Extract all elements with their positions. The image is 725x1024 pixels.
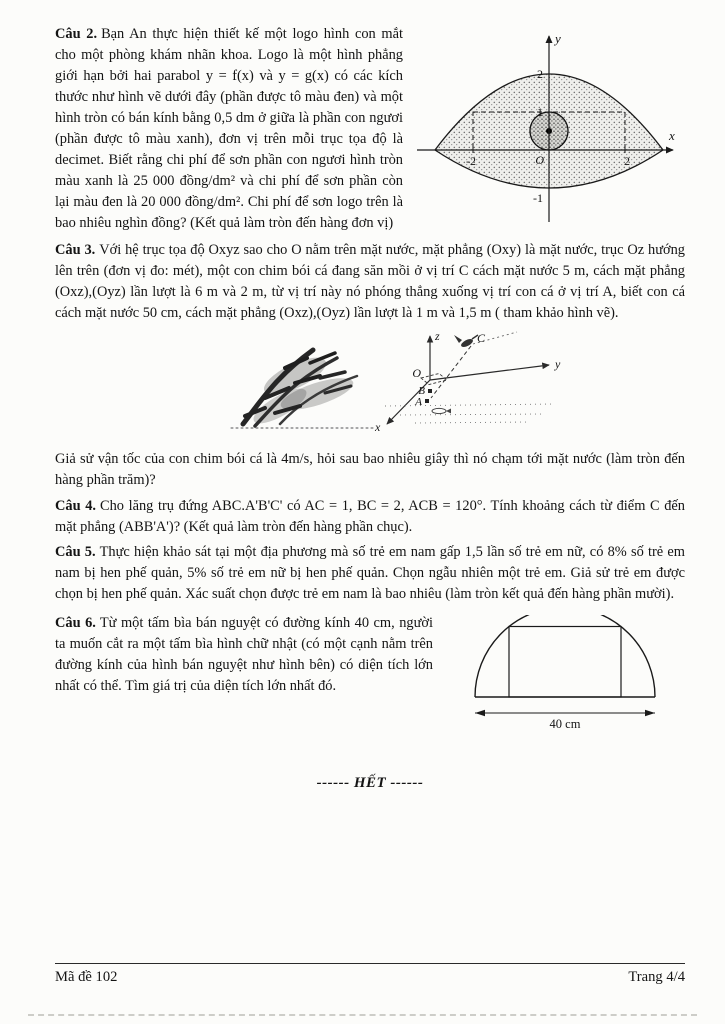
space-origin-label: O [412,366,421,381]
eye-x-label: x [669,128,675,143]
semicircle-arc [475,615,655,697]
eye-y-label: y [555,31,561,46]
question-3-label: Câu 3. [55,242,96,259]
eye-tick-1y: 1 [537,105,543,119]
question-3 [55,240,685,491]
page-footer [55,963,685,986]
question-2-label: Câu 2. [55,26,98,42]
point-a-marker [425,399,429,403]
scan-artifact-line [28,1014,697,1016]
bamboo-sketch [231,350,375,430]
space-x-label: x [375,420,381,435]
inscribed-rectangle [509,626,621,697]
figure-kingfisher-axes [225,328,585,445]
kingfisher-svg [225,328,585,440]
question-5-text: Thực hiện khảo sát tại một địa phương mà số trẻ em nam gấp 1,5 lần số trẻ em nữ, có 8% số trẻ em nam bị hen phế quản, 5% số trẻ em nữ bị hen phế quản. Chọn ngẫu nhiên một trẻ em. Giả sử trẻ em được chọn bị hen phế quản. Xác suất chọn được trẻ em nam là bao nhiêu (làm tròn kết quả đến hàng phần mười). [55,543,685,602]
figure-eye-logo [413,26,685,226]
eye-tick-2y: 2 [537,67,543,81]
dimension-label: 40 cm [549,716,581,731]
fish [432,409,451,414]
point-b-marker [428,389,432,393]
page-number: Trang 4/4 [628,969,685,985]
space-c-label: C [477,331,486,346]
kingfisher-bird [454,335,478,349]
exam-code: Mã đề 102 [55,969,118,985]
question-5-paragraph [55,542,685,605]
end-mark: ------ HẾT ------ [316,774,424,791]
question-6-text: Từ một tấm bìa bán nguyệt có đường kính 40 cm, người ta muốn cắt ra một tấm bìa hình chữ nhật (có một cạnh nằm trên đường kính của hình bán nguyệt như hình bên) có diện tích lớn nhất có thể. Tìm giá trị của diện tích lớn nhất đó. [55,614,434,694]
question-6-label: Câu 6. [55,614,96,631]
dive-path [431,346,471,398]
eye-tick-m1y: -1 [533,191,543,205]
question-2-text: Bạn An thực hiện thiết kế một logo hình con mắt cho một phòng khám nhãn khoa. Logo là một hình phẳng giới hạn bởi hai parabol y = f(x) và y = g(x) có các kích thước như hình vẽ dưới đây (phần được tô màu đen) và một hình tròn có bán kính bằng 0,5 dm ở giữa là phần con ngươi (phần được tô màu xanh), đơn vị trên mỗi trục tọa độ là decimet. Biết rằng chi phí để sơn phần con ngươi hình tròn màu xanh là 25 000 đồng/dm² và chi phí để sơn phần còn lại màu đen là 20 000 đồng/dm². Chi phí để sơn logo trên là bao nhiêu nghìn đồng? (Kết quả làm tròn đến hàng đơn vị) [55,26,403,232]
dimension-arrow-left [475,709,485,715]
question-4-label: Câu 4. [55,497,96,514]
question-3-followup: Giả sử vận tốc của con chim bói cá là 4m/s, hỏi sau bao nhiêu giây thì nó chạm tới mặt nước (làm tròn đến hàng phần trăm)? [55,451,685,489]
eye-tick-2x: 2 [624,154,630,168]
figure-semicircle [445,615,685,733]
space-a-label: A [415,396,422,409]
eye-logo-svg [413,26,685,226]
question-4-text: Cho lăng trụ đứng ABC.A'B'C' có AC = 1, BC = 2, ACB = 120°. Tính khoảng cách từ điểm C đến mặt phẳng (ABB'A')? (Kết quả làm tròn đến hàng phần chục). [55,497,685,535]
eye-origin-label: O [535,153,544,167]
eye-tick-m2x: -2 [466,154,476,168]
dimension-arrow-right [645,709,655,715]
question-6 [55,613,685,735]
semicircle-svg [460,615,670,733]
y-axis [430,365,549,380]
space-b-label: B [418,385,425,398]
question-4-paragraph [55,496,685,538]
question-3-text: Với hệ trục tọa độ Oxyz sao cho O nằm trên mặt nước, mặt phẳng (Oxy) là mặt nước, trục Oz hướng lên trên (đơn vị đo: mét), một con chim bói cá đang săn mồi ở vị trí C cách mặt nước 5 m, cách mặt phẳng (Oxz),(Oyz) lần lượt là 6 m và 2 m, từ vị trí này nó phóng thẳng xuống vị trí con cá ở vị trí A, biết con cá cách mặt nước 50 cm, cách mặt phẳng (Oxz),(Oyz) lần lượt là 1 m và 1,5 m ( tham khảo hình vẽ). [55,242,685,322]
question-2 [55,24,685,238]
space-z-label: z [435,329,440,344]
space-y-label: y [555,357,561,372]
question-5-label: Câu 5. [55,543,96,560]
question-3-paragraph [55,240,685,324]
water-dots [385,404,555,423]
